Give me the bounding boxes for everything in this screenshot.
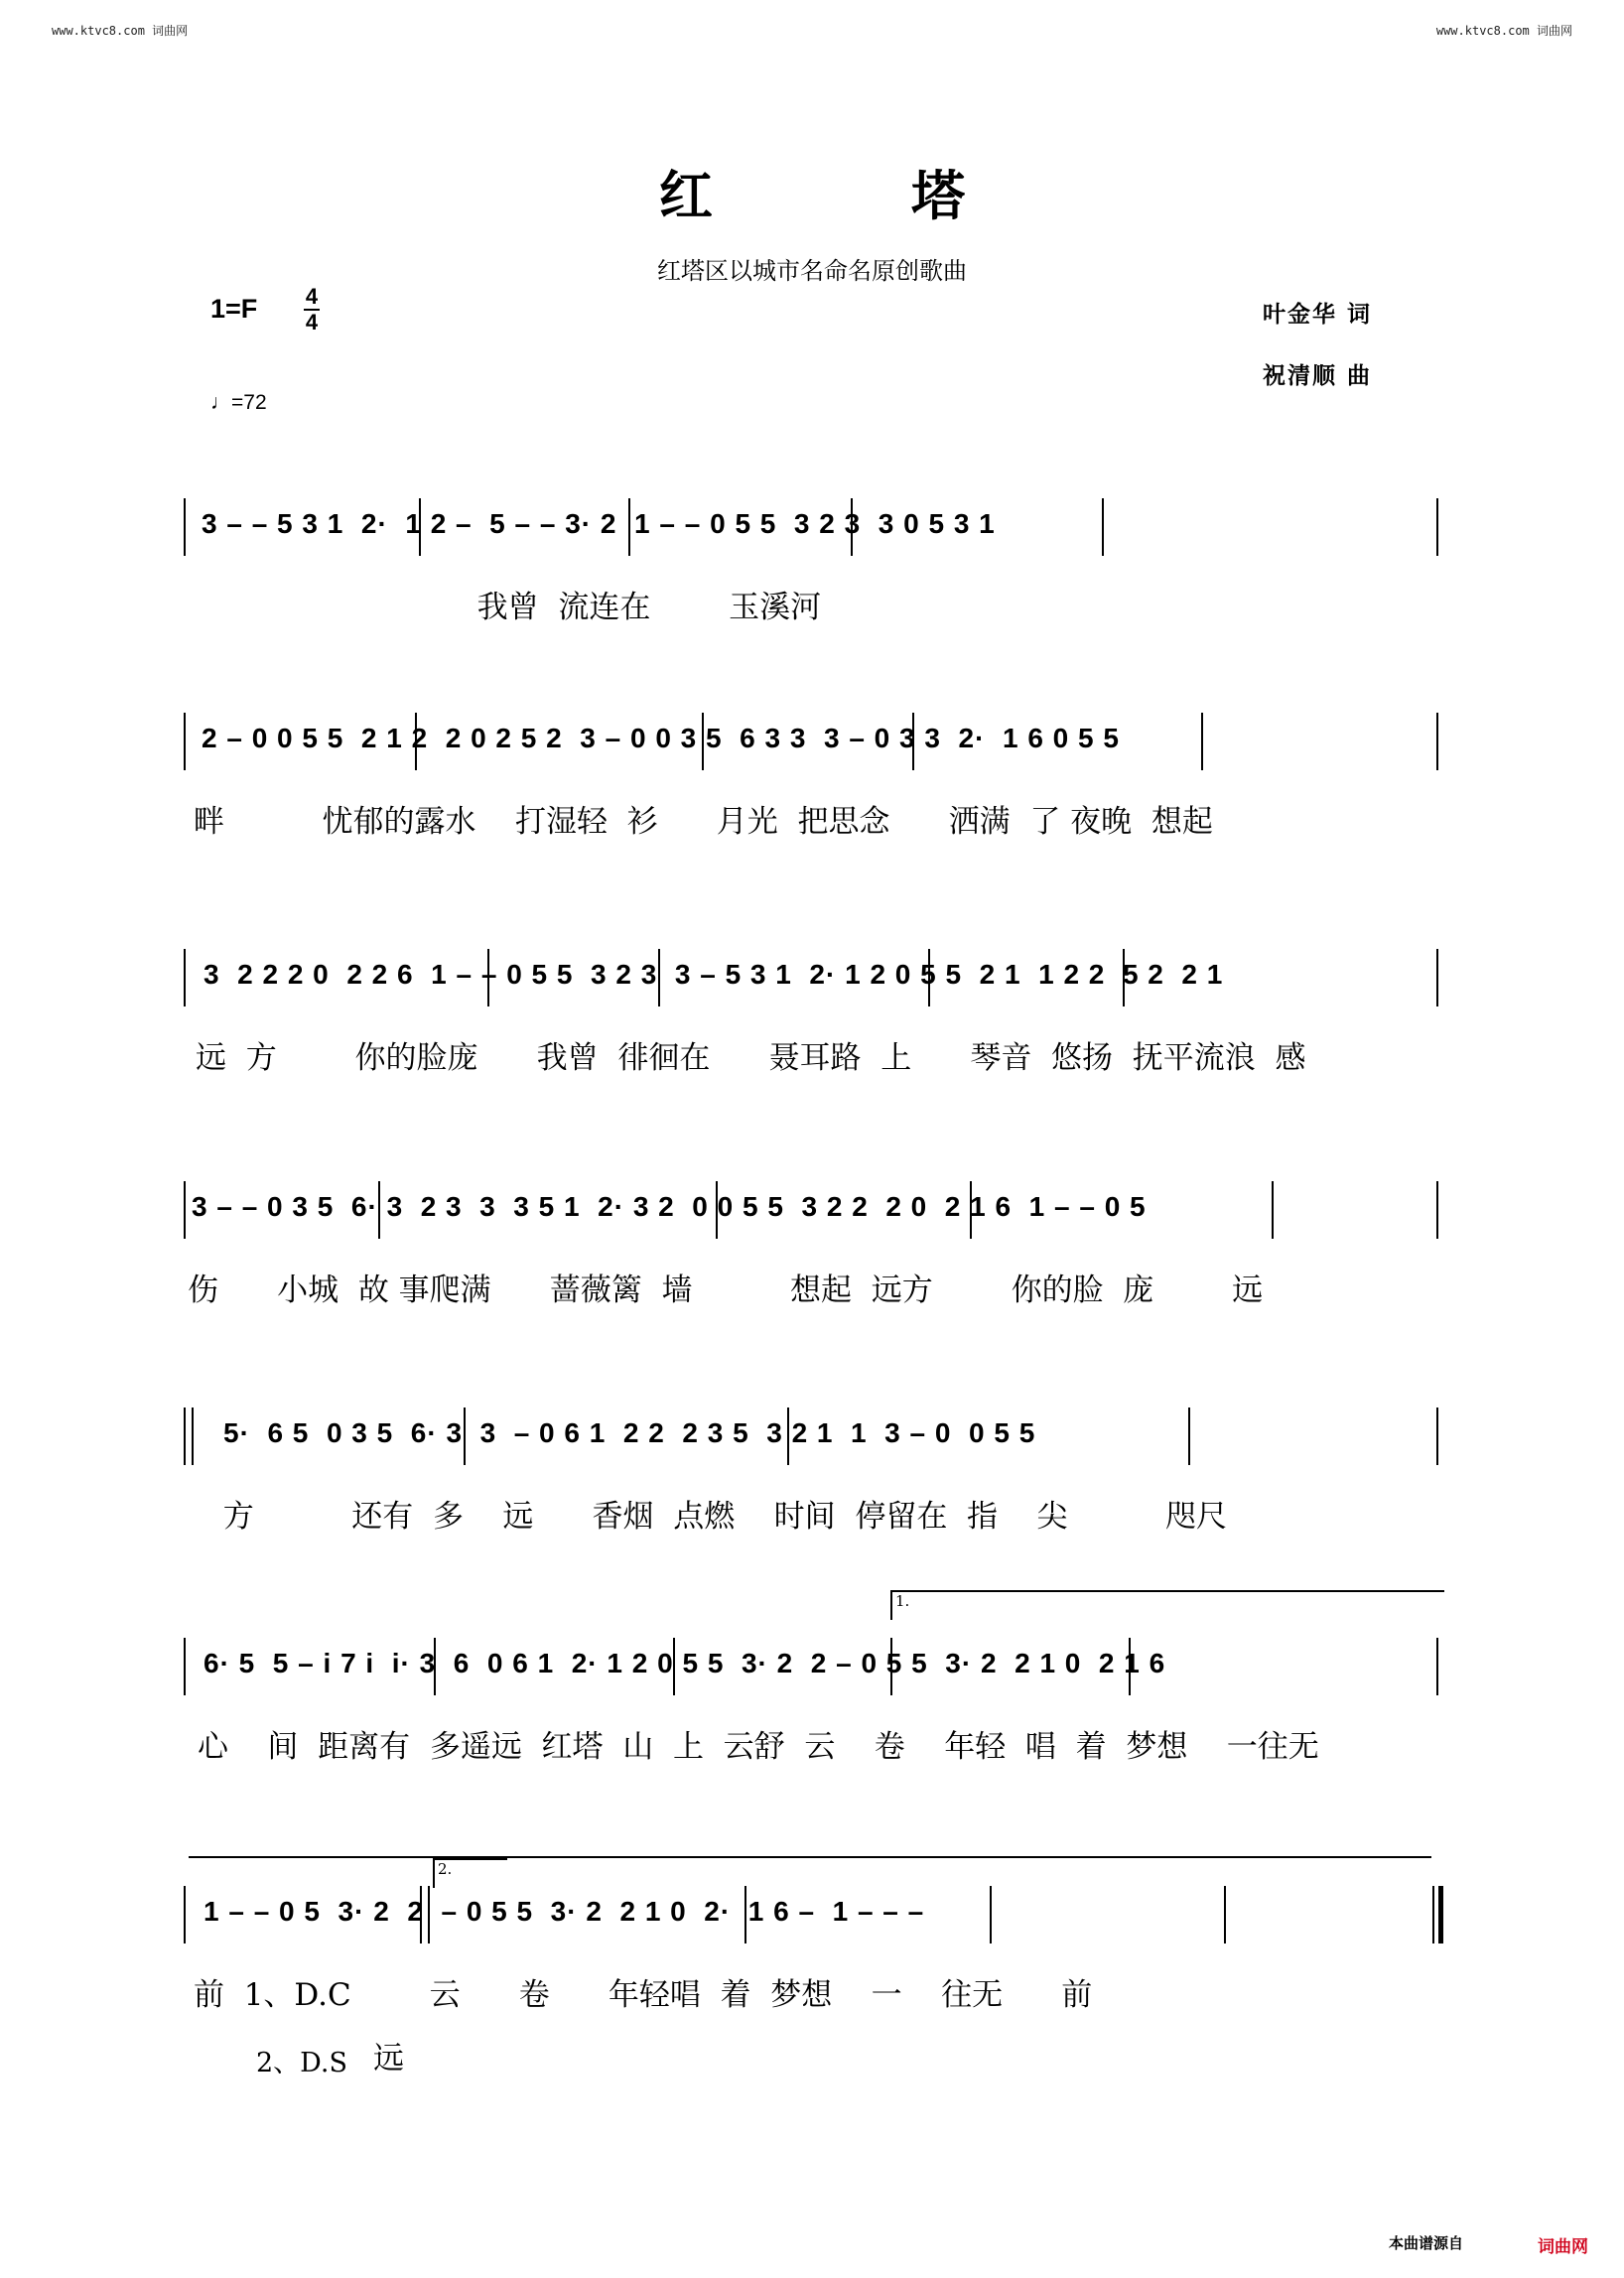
score-row-4	[184, 1181, 1442, 1310]
repeat-start-barline	[192, 1407, 194, 1465]
lyric-line: 伤 小城 故 事爬满 蔷薇篱 墙 想起 远方 你的脸 庞 远	[188, 1273, 1264, 1308]
lyricist-credit: 叶金华 词	[1263, 302, 1373, 328]
barline	[184, 498, 186, 556]
score-row-2	[184, 713, 1442, 842]
notation-line: 6· 5 5 – i 7 i i· 3 6 0 6 1 2· 1 2 0 5 5 3· 2 2 – 0 5 5 3· 2 2 1 0 2 1 6	[203, 1648, 1166, 1678]
barline	[1436, 1638, 1438, 1695]
volta-1: 1.	[890, 1590, 1444, 1620]
final-barline	[1432, 1886, 1434, 1943]
ending-instruction: 2、D.S	[256, 2048, 347, 2078]
score-row-5	[184, 1407, 1442, 1537]
barline	[1436, 713, 1438, 770]
barline	[1201, 713, 1203, 770]
barline	[184, 1638, 186, 1695]
song-title: 红塔	[659, 164, 1163, 227]
barline	[1436, 1181, 1438, 1239]
song-subtitle: 红塔区以城市名命名原创歌曲	[657, 257, 967, 285]
notation-line: 5· 6 5 0 3 5 6· 3 3 – 0 6 1 2 2 2 3 5 3 2 1 1 3 – 0 0 5 5	[223, 1417, 1036, 1448]
barline	[184, 1407, 186, 1465]
time-signature-bottom: 4	[305, 310, 319, 335]
final-barline-thick	[1438, 1886, 1443, 1943]
lyric-line: 远 方 你的脸庞 我曾 徘徊在 聂耳路 上 琴音 悠扬 抚平流浪 感	[196, 1040, 1306, 1076]
time-signature	[304, 286, 320, 334]
score-row-6	[184, 1638, 1442, 1767]
score-row-1	[184, 498, 1442, 627]
lyric-line: 我曾 流连在 玉溪河	[184, 590, 822, 625]
lyric-line: 前 1、D.C 云 卷 年轻唱 着 梦想 一 往无 前	[194, 1977, 1093, 2013]
barline	[1188, 1407, 1190, 1465]
barline	[184, 713, 186, 770]
site-header-right[interactable]: www.ktvc8.com 词曲网	[1435, 24, 1572, 38]
time-signature-top: 4	[305, 284, 319, 309]
score-row-7	[184, 1886, 1442, 2015]
barline	[1272, 1181, 1274, 1239]
key-signature: 1=F	[210, 294, 258, 324]
barline	[184, 1181, 186, 1239]
slur-continuation	[189, 1856, 1431, 1858]
barline	[1436, 498, 1438, 556]
tempo-marking: ♩=72	[210, 391, 267, 414]
lyric-line: 畔 忧郁的露水 打湿轻 衫 月光 把思念 洒满 了 夜晚 想起	[194, 804, 1213, 840]
site-header-left[interactable]: www.ktvc8.com 词曲网	[52, 24, 189, 38]
lyric-line: 方 还有 多 远 香烟 点燃 时间 停留在 指 尖 咫尺	[203, 1499, 1227, 1535]
score-row-3	[184, 949, 1442, 1078]
composer-credit: 祝清顺 曲	[1263, 363, 1373, 389]
barline	[1102, 498, 1104, 556]
lyric-line: 心 间 距离有 多遥远 红塔 山 上 云舒 云 卷 年轻 唱 着 梦想 一往无	[198, 1729, 1319, 1765]
notation-line: 3 2 2 2 0 2 2 6 1 – – 0 5 5 3 2 3 3 – 5 3 1 2· 1 2 0 5 5 2 1 1 2 2 5 2 2 1	[203, 959, 1224, 990]
footer-source: 本曲谱源自	[1389, 2234, 1464, 2252]
barline	[184, 1886, 186, 1943]
notation-line: 2 – 0 0 5 5 2 1 2 2 0 2 5 2 3 – 0 0 3 5 6 3 3 3 – 0 3 3 2· 1 6 0 5 5	[202, 723, 1120, 753]
footer-brand-logo[interactable]: 词曲网	[1538, 2237, 1588, 2257]
barline	[184, 949, 186, 1006]
notation-line: 3 – – 0 3 5 6· 3 2 3 3 3 5 1 2· 3 2 0 0 5 5 3 2 2 2 0 2 1 6 1 – – 0 5	[192, 1191, 1147, 1222]
notation-line: 1 – – 0 5 3· 2 2 – 0 5 5 3· 2 2 1 0 2· 1 6 – 1 – – –	[203, 1896, 925, 1927]
barline	[1224, 1886, 1226, 1943]
barline	[1436, 1407, 1438, 1465]
ending-lyric: 远	[373, 2041, 404, 2077]
barline	[1436, 949, 1438, 1006]
barline	[990, 1886, 992, 1943]
volta-2: 2.	[433, 1858, 507, 1888]
notation-line: 3 – – 5 3 1 2· 1 2 – 5 – – 3· 2 1 – – 0 5 5 3 2 3 3 0 5 3 1	[202, 508, 996, 539]
